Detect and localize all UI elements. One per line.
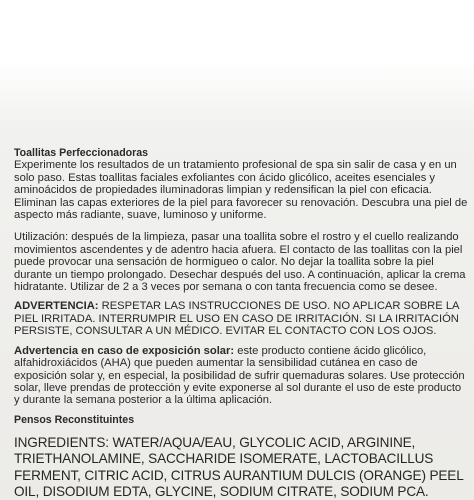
warning-paragraph — [14, 300, 468, 337]
warning-label: ADVERTENCIA: — [14, 300, 99, 313]
spacer — [14, 293, 468, 300]
spacer — [14, 426, 468, 435]
spacer — [14, 221, 468, 231]
product-title: Toallitas Perfeccionadoras — [14, 147, 149, 159]
warning-text: RESPETAR LAS INSTRUCCIONES DE USO. NO APLICAR SOBRE LA PIEL IRRITADA. INTERRUMPIR EL USO EN CASO DE IRRITACIÓN. SI LA IRRITACIÓN PERSISTE, CONSULTAR A UN MÉDICO. EVITAR EL CONTACTO CON LOS OJOS. — [14, 300, 459, 338]
sun-warning-label: Advertencia en caso de exposición solar: — [14, 344, 235, 357]
spacer — [14, 338, 468, 345]
pads-title: Pensos Reconstituintes — [14, 413, 135, 426]
spacer — [14, 407, 468, 414]
label-text-panel — [14, 147, 468, 500]
usage-instructions: Utilización: después de la limpieza, pasar una toallita sobre el rostro y el cuello realizando movimientos ascendentes y de adentro hacia afuera. El contacto de las toallitas con la piel puede provocar una sensación de hormigueo o calor. No dejar la toallita sobre la piel durante un tiempo prolongado. Desechar después del uso. A continuación, aplicar la crema hidratante. Utilizar de 2 a 3 veces por semana o con tanta frecuencia como se desee. — [14, 231, 466, 294]
ingredients-list: INGREDIENTS: WATER/AQUA/EAU, GLYCOLIC ACID, ARGININE, TRIETHANOLAMINE, SACCHARIDE ISOMERATE, LACTOBACILLUS FERMENT, CITRIC ACID, CITRUS AURANTIUM DULCIS (ORANGE) PEEL OIL, DISODIUM EDTA, GLYCINE, SODIUM CITRATE, SODIUM PCA. — [14, 435, 464, 499]
sun-warning-text: este producto contiene ácido glicólico, alfahidroxiácidos (AHA) que pueden aumentar la sensibilidad cutánea en caso de exposición solar y, en especial, la posibilidad de sufrir quemaduras solares. Use protección solar, lleve prendas de protección y evite exponerse al sol durante el uso de este producto y durante la semana posterior a la última aplicación. — [14, 344, 465, 407]
product-description: Experimente los resultados de un tratamiento profesional de spa sin salir de casa y en un solo paso. Estas toallitas faciales exfoliantes con ácido glicólico, aceites esenciales y aminoácidos de propiedades iluminadoras limpian y redensifican la piel con eficacia. Eliminan las capas exteriores de la piel para favorecer su renovación. Descubra una piel de aspecto más radiante, suave, luminoso y uniforme. — [14, 159, 468, 222]
sun-warning-paragraph — [14, 345, 468, 407]
